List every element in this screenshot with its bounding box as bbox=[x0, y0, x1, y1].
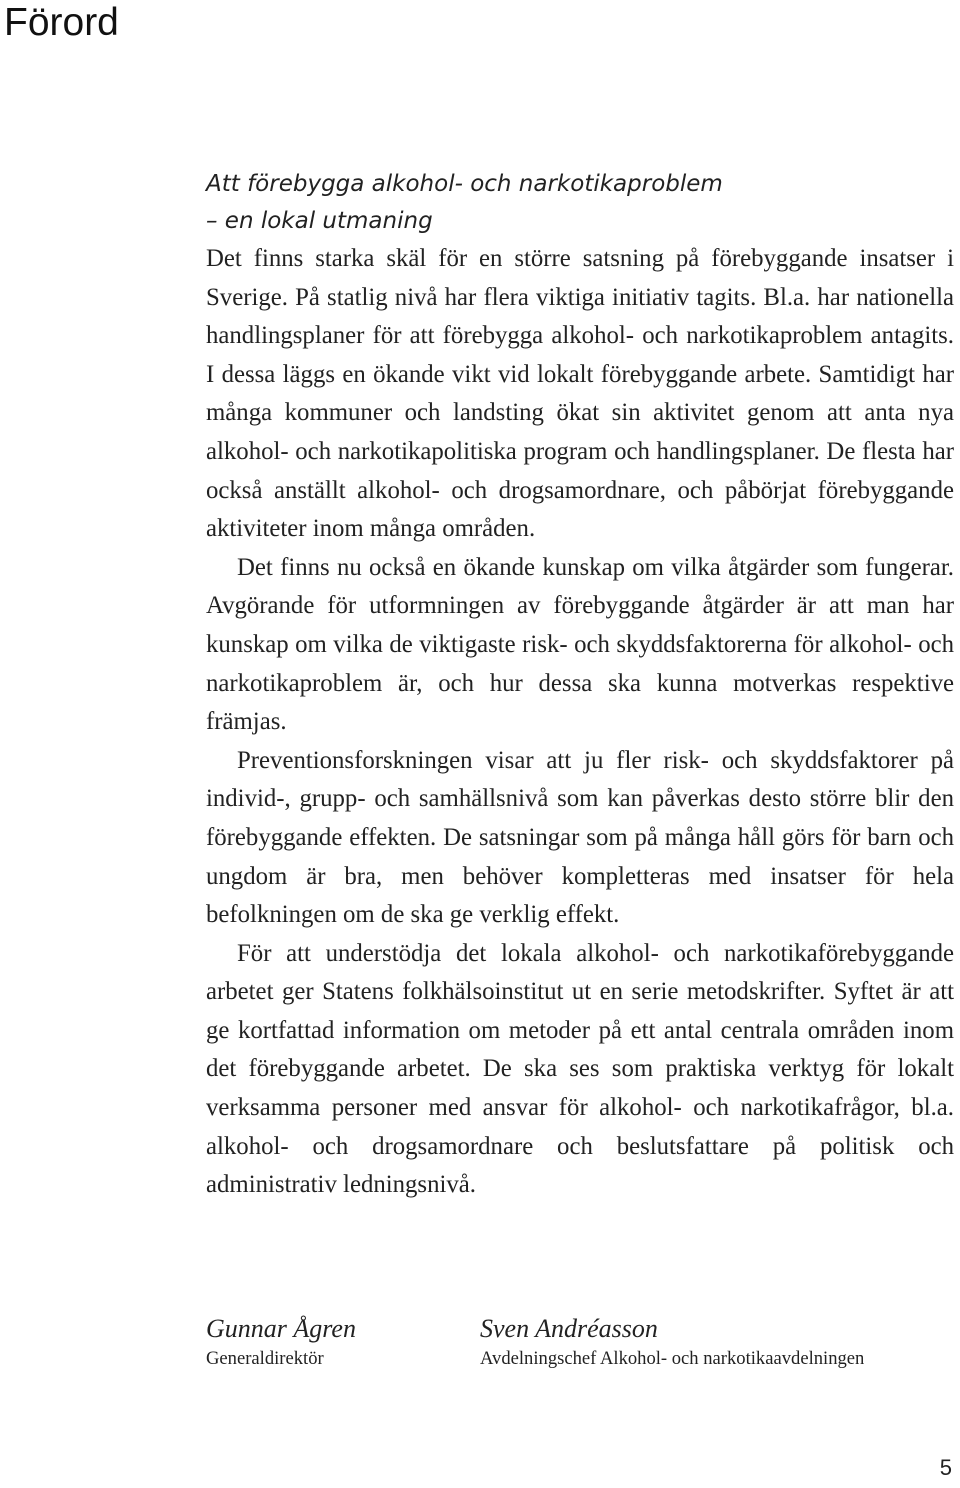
paragraph-2: Det finns nu också en ökande kunskap om vilka åtgärder som fungerar. Avgörande för utformningen av förebyggande åtgärder är att man har kunskap om vilka de viktigaste risk- och skyddsfaktorerna för alkohol- och narkotikaproblem är, och hur dessa ska kunna motverkas respektive främjas. bbox=[206, 553, 954, 736]
paragraph-4: För att understödja det lokala alkohol- och narkotikaförebyggande arbetet ger Statens folkhälsoinstitut ut en serie metodskrifter. Syftet är att ge kortfattad information om metoder på ett antal centrala områden inom det förebyggande arbetet. De ska ses som praktiska verktyg för lokalt verksamma personer med ansvar för alkohol- och narkotikafrågor, bl.a. alkohol- och drogsamordnare och beslutsfattare på politisk och administrativ ledningsnivå. bbox=[206, 939, 954, 1199]
foreword-section bbox=[206, 166, 954, 1205]
signature-role: Avdelningschef Alkohol- och narkotikaavdelningen bbox=[480, 1348, 865, 1369]
page-number: 5 bbox=[939, 1455, 952, 1480]
section-title bbox=[206, 166, 954, 240]
signature-name: Gunnar Ågren bbox=[206, 1314, 356, 1343]
section-title-line-1: Att förebygga alkohol- och narkotikaproblem bbox=[206, 171, 723, 197]
paragraph-1: Det finns starka skäl för en större satsning på förebyggande insatser i Sverige. På statlig nivå har flera viktiga initiativ tagits. Bl.a. har nationella handlingsplaner för att förebygga alkohol- och narkotikaproblem antagits. I dessa läggs en ökande vikt vid lokalt förebyggande arbete. Samtidigt har många kommuner och landsting ökat sin aktivitet genom att anta nya alkohol- och narkotikapolitiska program och handlingsplaner. De flesta har också anställt alkohol- och drogsamordnare, och påbörjat förebyggande aktiviteter inom många områden. bbox=[206, 245, 954, 543]
paragraph-3: Preventionsforskningen visar att ju fler risk- och skyddsfaktorer på individ-, grupp- och samhällsnivå som kan påverkas desto större blir den förebyggande effekten. De satsningar som på många håll görs för barn och ungdom är bra, men behöver kompletteras med insatser för hela befolkningen om de ska ge verklig effekt. bbox=[206, 746, 954, 929]
signature-sven-andreasson bbox=[480, 1312, 864, 1372]
signature-role: Generaldirektör bbox=[206, 1348, 324, 1369]
signature-name: Sven Andréasson bbox=[480, 1314, 658, 1343]
page-heading: Förord bbox=[4, 1, 119, 44]
section-title-line-2: – en lokal utmaning bbox=[206, 208, 433, 234]
signature-gunnar-agren bbox=[206, 1312, 356, 1372]
